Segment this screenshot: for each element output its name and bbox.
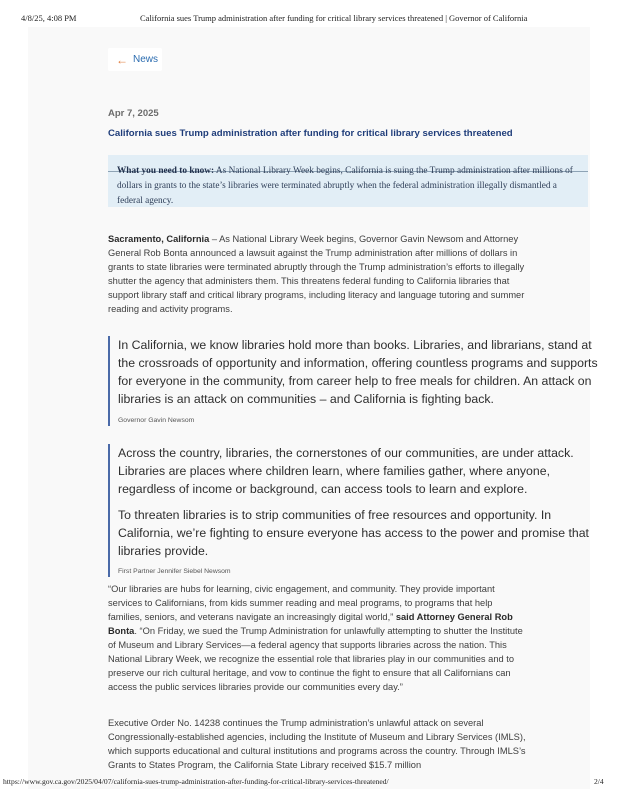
dateline: Sacramento, California <box>108 234 210 244</box>
intro-text: – As National Library Week begins, Governor Gavin Newsom and Attorney General Rob Bonta announced a lawsuit against the Trump administration after millions of dollars in grants to state libraries were terminated abruptly through the Trump administration’s efforts to illegally shutter the agency that administers them. This threatens federal funding to California libraries that support library staff and critical library programs, including literacy and language tutoring and summer reading and activity programs. <box>108 234 525 314</box>
quote-paragraph-1: Across the country, libraries, the cornerstones of our communities, are under attack. Libraries are places where children learn, where families gather, where anyone, regardless of income or background, can access tools to learn and explore. <box>118 446 574 496</box>
callout-body: As National Library Week begins, California is suing the Trump administration after millions of dollars in grants to the state’s libraries were terminated abruptly when the federal administration illegally dismantled a federal agency. <box>117 166 573 206</box>
executive-order-paragraph: Executive Order No. 14238 continues the Trump administration’s unlawful attack on several Congressionally-established agencies, including the Institute of Museum and Library Services (IMLS), which supports educational and cultural institutions and programs across the country. Through IMLS’s Grants to States Program, the California State Library received $15.7 million <box>108 718 526 770</box>
siebel-newsom-quote <box>108 444 598 577</box>
quote-attribution: First Partner Jennifer Siebel Newsom <box>118 568 231 575</box>
print-datetime: 4/8/25, 4:08 PM <box>21 13 77 23</box>
quote-paragraph-2: To threaten libraries is to strip communities of free resources and opportunity. In California, we’re fighting to ensure everyone has access to the power and promise that libraries provide. <box>118 508 589 558</box>
callout-text <box>117 164 582 209</box>
bonta-speaker: said Attorney General Rob Bonta <box>108 612 513 636</box>
article-date: Apr 7, 2025 <box>108 108 159 119</box>
newsom-quote <box>108 336 598 426</box>
quote-attribution: Governor Gavin Newsom <box>118 417 195 424</box>
bonta-quote-paragraph <box>108 582 528 694</box>
print-page-number: 2/4 <box>594 777 604 786</box>
back-link-label: News <box>133 54 159 65</box>
bonta-quote-before: “Our libraries are hubs for learning, civic engagement, and community. They provide important services to Californians, from kids summer reading and meal programs, to programs that help families, seniors, and veterans navigate an increasingly digital world,” <box>108 584 495 622</box>
intro-paragraph <box>108 232 528 316</box>
bonta-quote-after: . “On Friday, we sued the Trump Administration for unlawfully attempting to shutter the Institute of Museum and Library Services—a federal agency that supports libraries across the nation. This National Library Week, we recognize the essential role that libraries play in our communities and to preserve our rich cultural heritage, and vow to continue the fight to ensure that all Californians can access the public services libraries provide our communities every day.” <box>108 626 523 692</box>
callout-label: What you need to know: <box>117 166 215 176</box>
article-headline: California sues Trump administration after funding for critical library services threatened <box>108 128 513 139</box>
print-header <box>0 13 618 27</box>
arrow-left-icon: ← <box>116 52 128 67</box>
what-you-need-to-know-callout <box>108 155 588 207</box>
print-page-title: California sues Trump administration after funding for critical library services threatened | Governor of California <box>140 13 528 23</box>
quote-text: In California, we know libraries hold more than books. Libraries, and librarians, stand at the crossroads of opportunity and information, offering countless programs and supports for everyone in the community, from career help to free meals for children. An attack on libraries is an attack on communities – and California is fighting back. <box>118 338 598 406</box>
print-url: https://www.gov.ca.gov/2025/04/07/california-sues-trump-administration-after-funding-for-critical-library-services-threatened/ <box>3 777 389 786</box>
back-to-news-link[interactable] <box>108 48 162 71</box>
